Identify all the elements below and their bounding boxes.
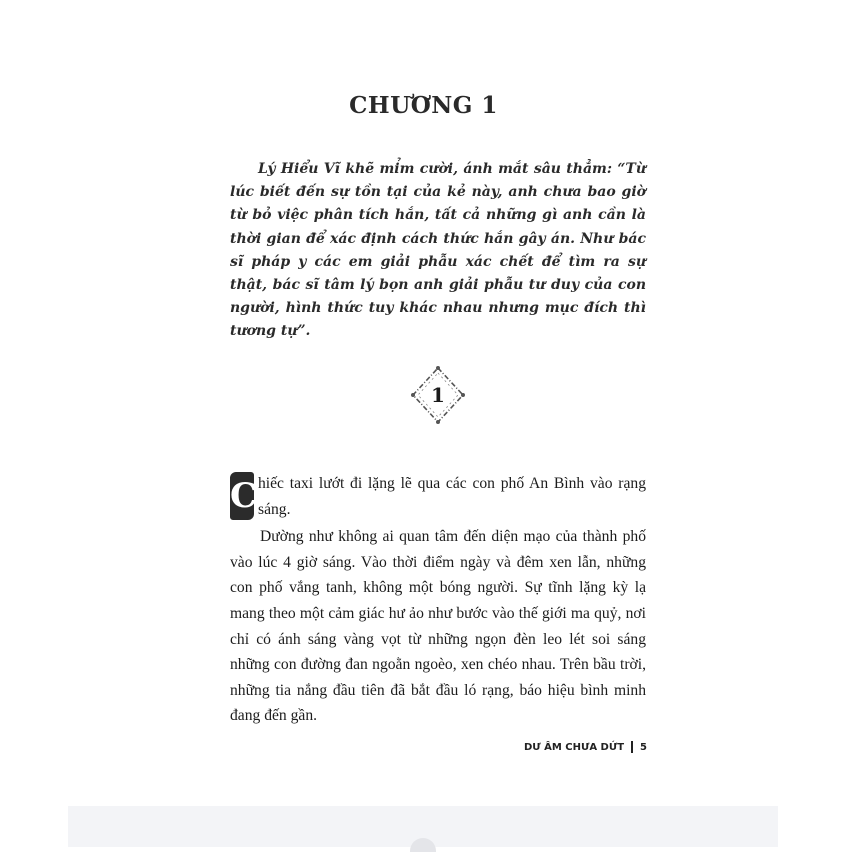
paragraph-opening-text: hiếc taxi lướt đi lặng lẽ qua các con phố An Bình vào rạng sáng. xyxy=(258,475,646,518)
section-number: 1 xyxy=(431,383,445,407)
running-title: DƯ ÂM CHƯA DỨT xyxy=(523,741,625,753)
section-number-ornament xyxy=(405,362,471,428)
drop-cap: C xyxy=(230,472,254,520)
chapter-epigraph: Lý Hiểu Vĩ khẽ mỉm cười, ánh mắt sâu thẳm: “Từ lúc biết đến sự tồn tại của kẻ này, anh chưa bao giờ từ bỏ việc phân tích hắn, tất cả những gì anh cần là thời gian để xác định cách thức hắn gây án. Như bác sĩ pháp y các em giải phẫu xác chết để tìm ra sự thật, bác sĩ tâm lý bọn anh giải phẫu tư duy của con người, hình thức tuy khác nhau nhưng mục đích thì tương tự”. xyxy=(230,161,646,340)
paragraph-opening xyxy=(230,471,646,522)
paragraph-second: Dường như không ai quan tâm đến diện mạo của thành phố vào lúc 4 giờ sáng. Vào thời điểm ngày và đêm xen lẫn, những con phố vắng tanh, không một bóng người. Sự tĩnh lặng kỳ lạ mang theo một cảm giác hư ảo như bước vào thế giới ma quỷ, nơi chỉ có ánh sáng vàng vọt từ những ngọn đèn leo lét soi sáng những con đường đan ngoằn ngoèo, xen chéo nhau. Trên bầu trời, những tia nắng đầu tiên đã bắt đầu ló rạng, báo hiệu bình minh đang đến gần. xyxy=(230,528,646,725)
chapter-body xyxy=(230,471,646,729)
page-footer xyxy=(524,741,647,753)
page-number: 5 xyxy=(640,741,647,753)
chapter-title: CHƯƠNG 1 xyxy=(349,92,498,119)
footer-divider xyxy=(631,741,633,753)
